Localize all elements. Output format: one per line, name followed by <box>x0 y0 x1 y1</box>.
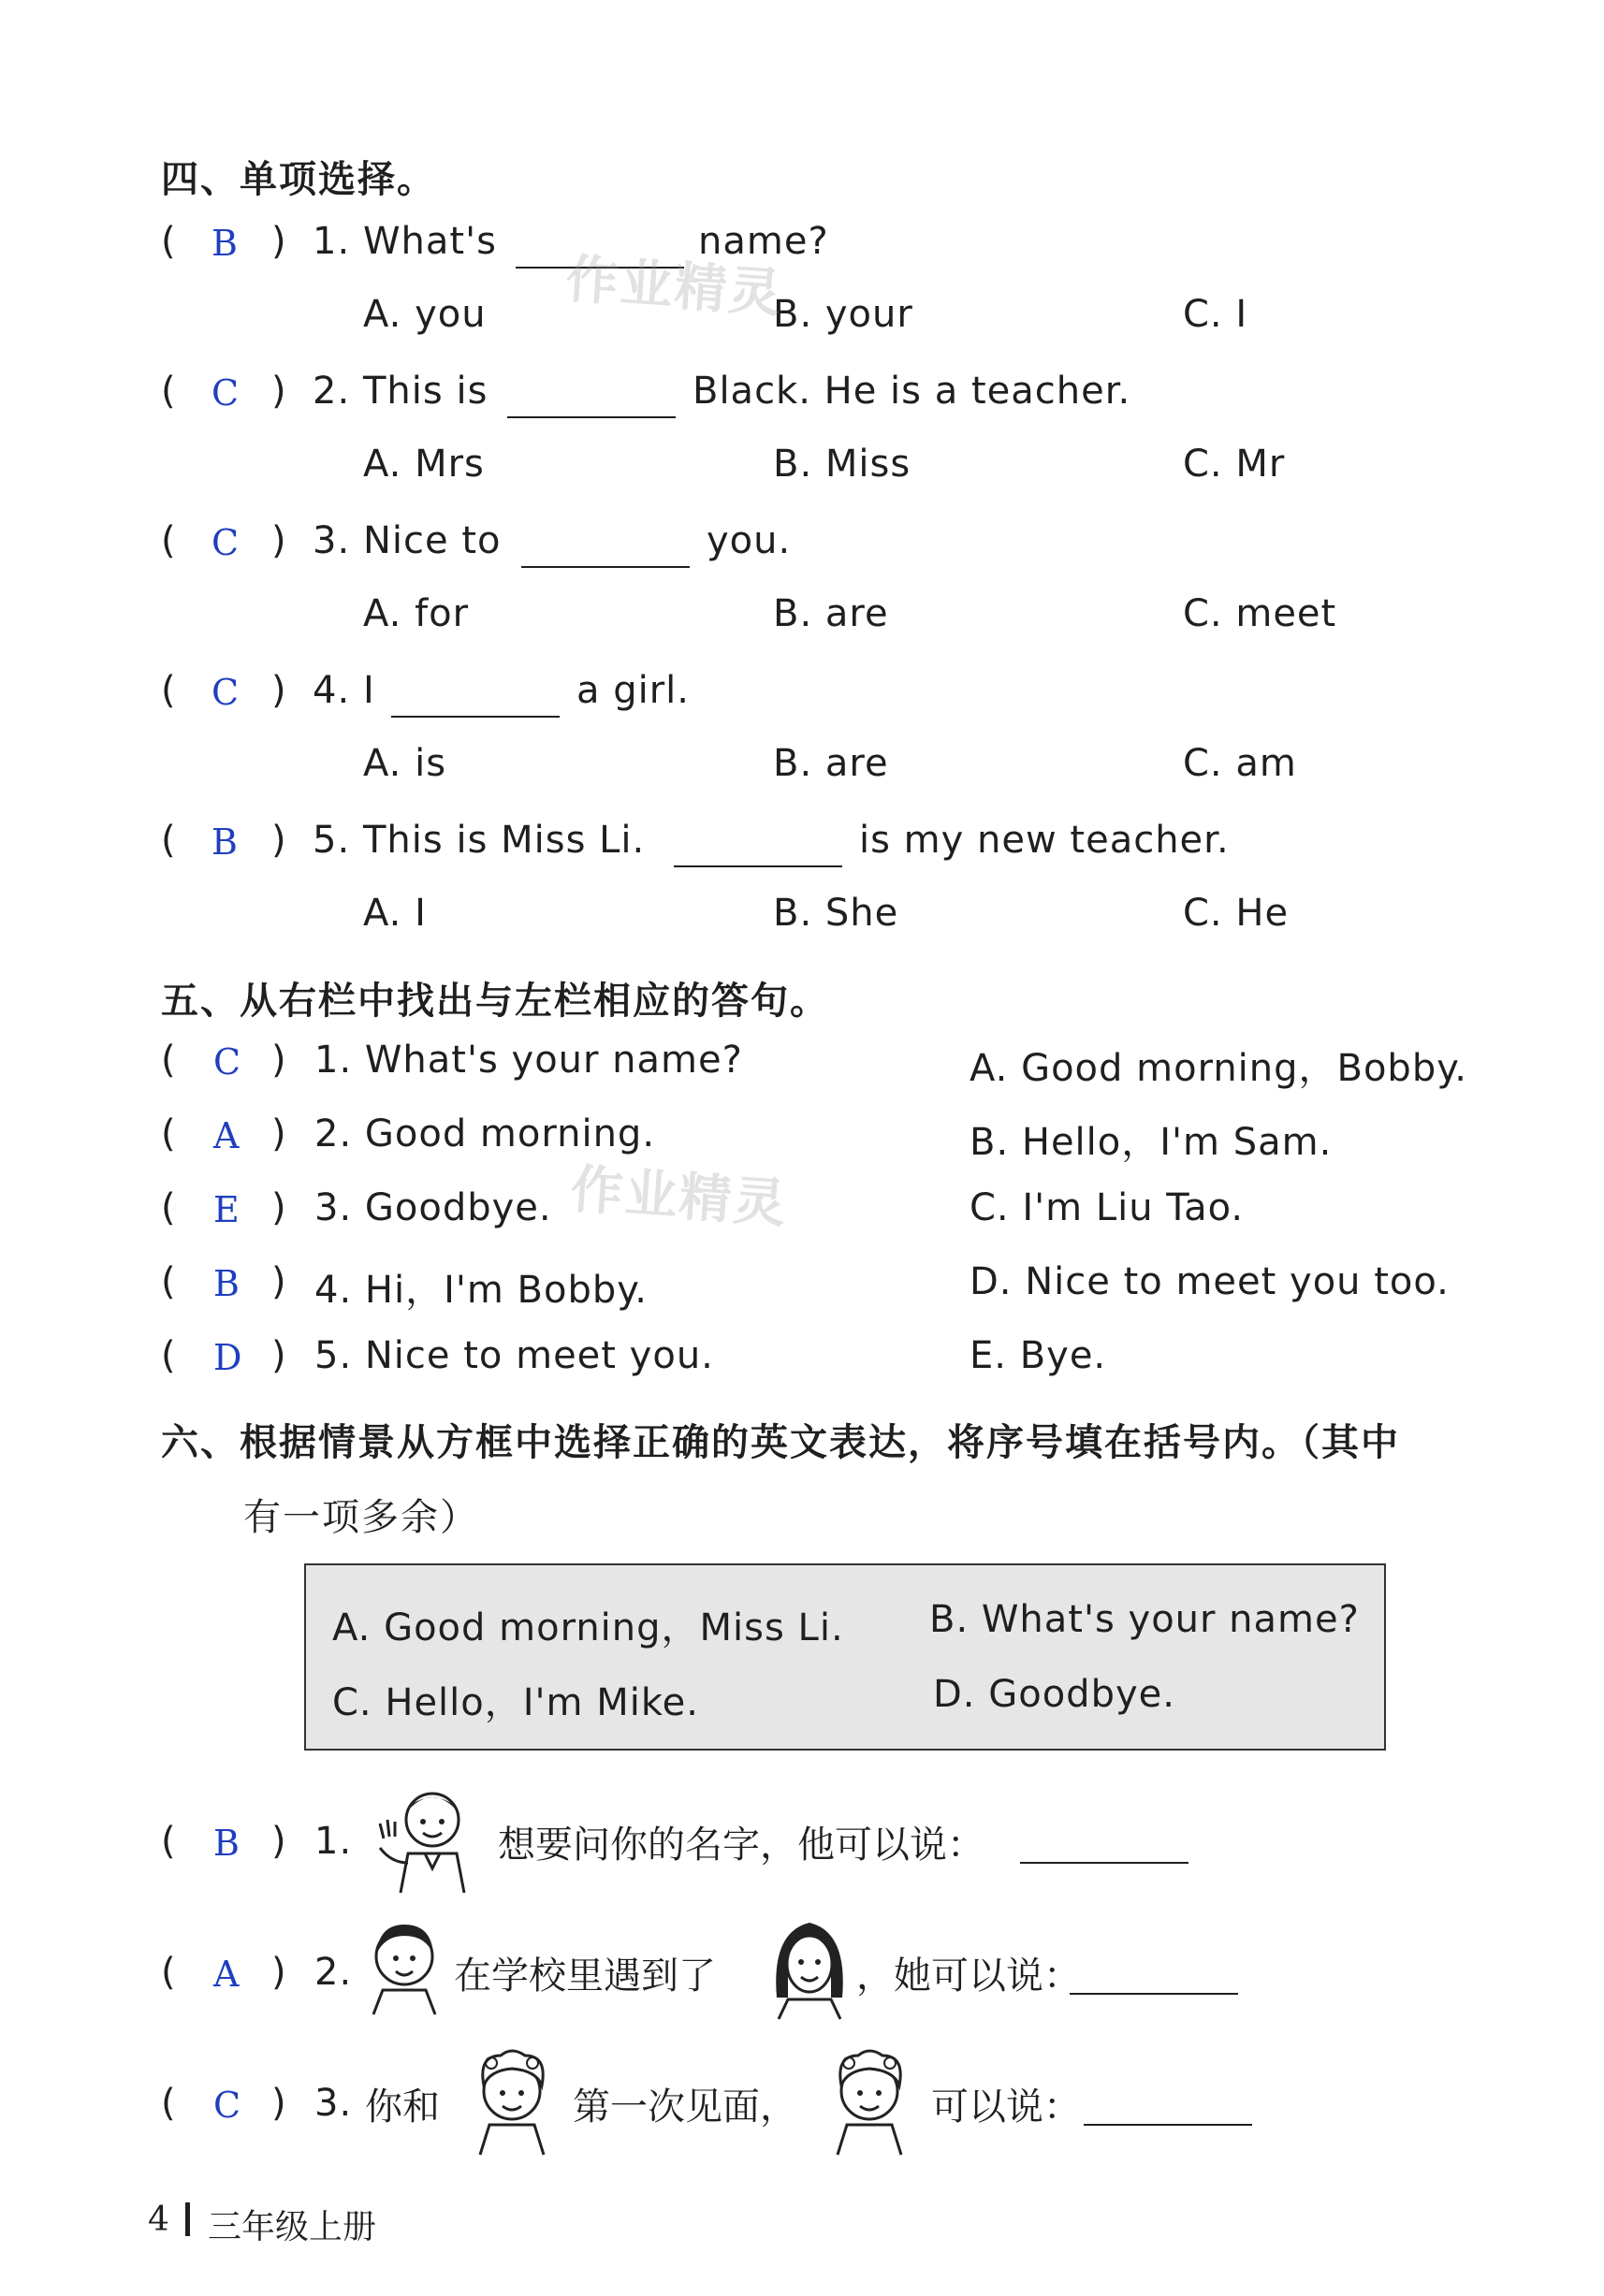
left-sentence: 3. Goodbye. <box>314 1186 552 1229</box>
paren-open: ( <box>161 1260 176 1303</box>
answer-6-3: C <box>213 2085 241 2126</box>
girl-student-icon <box>360 1913 449 2016</box>
paren-open: ( <box>161 1186 176 1229</box>
question-stem: This is <box>363 370 488 413</box>
page-number: 4 <box>148 2201 169 2239</box>
paren-close: ) <box>271 819 286 862</box>
question-number: 1. <box>313 220 351 263</box>
option-a: A. Mrs <box>363 443 485 486</box>
box-option-a: A. Good morning，Miss Li. <box>332 1606 844 1649</box>
option-a: A. for <box>363 592 470 635</box>
paren-close: ) <box>271 370 286 413</box>
q6-3-text2: 第一次见面， <box>573 2085 797 2129</box>
question-stem-end: name? <box>698 220 829 263</box>
right-reply: C. I'm Liu Tao. <box>970 1186 1245 1229</box>
option-a: A. you <box>363 293 487 336</box>
option-c: C. am <box>1183 742 1297 785</box>
paren-open: ( <box>161 220 176 263</box>
left-sentence: 5. Nice to meet you. <box>314 1334 714 1377</box>
paren-close: ) <box>271 1186 286 1229</box>
q6-2-blank <box>1070 1965 1238 1995</box>
question-stem: What's <box>363 220 497 263</box>
paren-close: ) <box>271 220 286 263</box>
answer-6-2: A <box>213 1954 240 1995</box>
q6-1-blank <box>1020 1834 1188 1864</box>
question-number: 5. <box>313 819 351 862</box>
question-stem-end: Black. He is a teacher. <box>693 370 1131 413</box>
question-stem-end: a girl. <box>576 669 691 712</box>
q6-3-text3: 可以说： <box>931 2085 1081 2129</box>
answer-blank <box>507 388 676 418</box>
paren-close: ) <box>271 1260 286 1303</box>
answer-4-3: C <box>211 522 240 563</box>
option-c: C. I <box>1183 293 1248 336</box>
section4-title: 四、单项选择。 <box>161 158 436 201</box>
paren-open: ( <box>161 1820 176 1863</box>
boy-waving-icon <box>363 1782 494 1895</box>
option-a: A. is <box>363 742 447 785</box>
answer-blank <box>521 538 690 568</box>
paren-open: ( <box>161 519 176 562</box>
answer-blank <box>674 837 842 867</box>
option-c: C. meet <box>1183 592 1337 635</box>
answer-4-1: B <box>211 223 238 264</box>
left-sentence: 2. Good morning. <box>314 1112 656 1155</box>
paren-close: ) <box>271 1039 286 1082</box>
section6-title-line2: 有一项多余） <box>243 1496 479 1539</box>
paren-close: ) <box>271 1951 286 1994</box>
option-a: A. I <box>363 892 427 935</box>
right-reply: D. Nice to meet you too. <box>970 1260 1450 1303</box>
q6-1-num: 1. <box>314 1820 353 1863</box>
box-option-b: B. What's your name? <box>929 1598 1360 1641</box>
right-reply: A. Good morning，Bobby. <box>970 1047 1467 1090</box>
option-c: C. Mr <box>1183 443 1286 486</box>
option-b: B. are <box>773 592 889 635</box>
q6-2-text1: 在学校里遇到了 <box>454 1955 716 1998</box>
option-c: C. He <box>1183 892 1290 935</box>
q6-3-num: 3. <box>314 2082 353 2125</box>
paren-close: ) <box>271 1334 286 1377</box>
paren-open: ( <box>161 1334 176 1377</box>
q6-3-text1: 你和 <box>365 2085 440 2129</box>
answer-5-4: B <box>213 1263 240 1304</box>
q6-1-text: 想要问你的名字，他可以说： <box>498 1824 984 1867</box>
options-box <box>304 1563 1386 1751</box>
paren-open: ( <box>161 1112 176 1155</box>
question-stem: I <box>363 669 375 712</box>
section6-title-line1: 六、根据情景从方框中选择正确的英文表达，将序号填在括号内。（其中 <box>161 1421 1400 1464</box>
footer-grade: 三年级上册 <box>208 2208 377 2246</box>
section5-title: 五、从右栏中找出与左栏相应的答句。 <box>161 980 829 1023</box>
right-reply: E. Bye. <box>970 1334 1107 1377</box>
question-number: 4. <box>313 669 351 712</box>
paren-close: ) <box>271 519 286 562</box>
answer-5-3: E <box>213 1189 240 1230</box>
teacher-woman-icon <box>766 1913 854 2021</box>
box-option-d: D. Goodbye. <box>933 1673 1175 1716</box>
option-b: B. your <box>773 293 913 336</box>
answer-blank <box>391 688 560 718</box>
answer-5-2: A <box>213 1115 240 1156</box>
answer-6-1: B <box>213 1823 240 1864</box>
paren-open: ( <box>161 819 176 862</box>
paren-close: ) <box>271 669 286 712</box>
box-option-c: C. Hello，I'm Mike. <box>332 1681 699 1724</box>
footer-divider <box>185 2202 190 2236</box>
question-stem: Nice to <box>363 519 502 562</box>
paren-close: ) <box>271 1112 286 1155</box>
answer-5-1: C <box>213 1041 241 1083</box>
question-stem-end: you. <box>707 519 792 562</box>
paren-open: ( <box>161 2082 176 2125</box>
curly-boy-icon <box>821 2044 919 2157</box>
left-sentence: 4. Hi，I'm Bobby. <box>314 1269 648 1312</box>
q6-3-blank <box>1084 2096 1252 2126</box>
q6-2-text2: ，她可以说： <box>856 1955 1081 1998</box>
question-number: 2. <box>313 370 351 413</box>
q6-2-num: 2. <box>314 1951 353 1994</box>
answer-4-5: B <box>211 821 238 863</box>
paren-close: ) <box>271 1820 286 1863</box>
right-reply: B. Hello，I'm Sam. <box>970 1121 1333 1164</box>
option-b: B. are <box>773 742 889 785</box>
question-number: 3. <box>313 519 351 562</box>
question-stem: This is Miss Li. <box>363 819 646 862</box>
answer-4-4: C <box>211 672 240 713</box>
paren-open: ( <box>161 669 176 712</box>
paren-close: ) <box>271 2082 286 2125</box>
option-b: B. Miss <box>773 443 911 486</box>
watermark: 作业精灵 <box>568 1158 790 1236</box>
option-b: B. She <box>773 892 899 935</box>
answer-5-5: D <box>213 1337 242 1378</box>
answer-4-2: C <box>211 372 240 414</box>
left-sentence: 1. What's your name? <box>314 1039 743 1082</box>
paren-open: ( <box>161 1039 176 1082</box>
curly-boy-icon <box>463 2044 561 2157</box>
paren-open: ( <box>161 1951 176 1994</box>
paren-open: ( <box>161 370 176 413</box>
watermark: 作业精灵 <box>563 248 785 326</box>
question-stem-end: is my new teacher. <box>859 819 1230 862</box>
